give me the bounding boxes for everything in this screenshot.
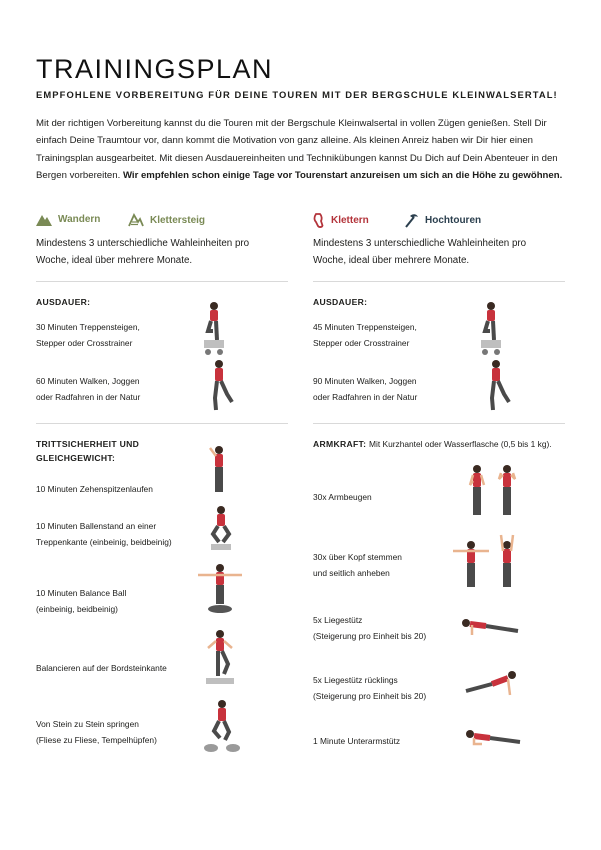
- mountain-icon: [36, 213, 52, 226]
- exercise-item: [313, 612, 426, 644]
- exercise-line: und seitlich anheben: [313, 568, 390, 578]
- exercise-line: Stepper oder Crosstrainer: [313, 338, 410, 348]
- exercise-line: Stepper oder Crosstrainer: [36, 338, 133, 348]
- exercise-line: 10 Minuten Ballenstand an einer: [36, 521, 157, 531]
- exercise-line: 90 Minuten Walken, Joggen: [313, 376, 417, 386]
- category-label: Klettern: [331, 215, 369, 226]
- via-ferrata-icon: [128, 213, 144, 227]
- push-up-figure-icon: [460, 617, 522, 637]
- exercise-line: 5x Liegestütz: [313, 615, 363, 625]
- plank-figure-icon: [462, 728, 524, 748]
- stepper-figure-icon: [475, 300, 505, 358]
- exercise-item: [36, 518, 172, 550]
- overhead-press-figures-icon: [451, 533, 523, 589]
- category-hochtouren: [404, 213, 481, 228]
- armkraft-note: Mit Kurzhantel oder Wasserflasche (0,5 bis 1 kg).: [369, 439, 552, 449]
- exercise-line: 45 Minuten Treppensteigen,: [313, 322, 417, 332]
- exercise-item: [36, 373, 140, 405]
- exercise-line: (Steigerung pro Einheit bis 20): [313, 691, 427, 701]
- divider: [36, 423, 288, 424]
- exercise-item: [36, 716, 157, 748]
- bicep-curl-figures-icon: [463, 463, 521, 519]
- stone-jump-figure-icon: [202, 698, 242, 754]
- exercise-item: [313, 672, 426, 704]
- requirement-line: Woche, ideal über mehrere Monate.: [36, 255, 193, 266]
- exercise-item: [313, 549, 402, 581]
- armkraft-heading: ARMKRAFT:: [313, 439, 367, 449]
- category-wandern: [36, 213, 100, 226]
- ice-axe-icon: [404, 213, 419, 228]
- exercise-item: [313, 733, 400, 749]
- requirement-line: Mindestens 3 unterschiedliche Wahleinheiten pro: [313, 238, 527, 249]
- exercise-item: [36, 585, 126, 617]
- category-klettersteig: [128, 213, 205, 227]
- exercise-item: [36, 319, 140, 351]
- exercise-line: Balancieren auf der Bordsteinkante: [36, 663, 167, 673]
- exercise-item: [313, 489, 372, 505]
- divider: [313, 423, 565, 424]
- category-label: Hochtouren: [425, 215, 482, 226]
- right-requirement: [313, 235, 526, 269]
- exercise-line: 10 Minuten Zehenspitzenlaufen: [36, 484, 153, 494]
- reverse-push-up-figure-icon: [462, 669, 524, 699]
- heading-line: TRITTSICHERHEIT UND: [36, 439, 140, 449]
- requirement-line: Mindestens 3 unterschiedliche Wahleinheiten pro: [36, 238, 250, 249]
- left-requirement: [36, 235, 249, 269]
- category-label: Klettersteig: [150, 214, 206, 226]
- balance-heading: [36, 437, 139, 465]
- requirement-line: Woche, ideal über mehrere Monate.: [313, 255, 470, 266]
- armkraft-heading-row: [313, 437, 552, 451]
- exercise-line: Von Stein zu Stein springen: [36, 719, 139, 729]
- right-ausdauer-heading: AUSDAUER:: [313, 297, 368, 307]
- exercise-line: 30x Armbeugen: [313, 492, 372, 502]
- exercise-item: [36, 660, 167, 676]
- jogging-figure-icon: [482, 358, 512, 413]
- exercise-item: [313, 319, 417, 351]
- category-label: Wandern: [58, 214, 101, 225]
- stepper-figure-icon: [198, 300, 228, 358]
- exercise-line: (Steigerung pro Einheit bis 20): [313, 631, 427, 641]
- divider: [36, 281, 288, 282]
- exercise-line: 60 Minuten Walken, Joggen: [36, 376, 140, 386]
- page-subtitle: EMPFOHLENE VORBEREITUNG FÜR DEINE TOUREN MIT DER BERGSCHULE KLEINWALSERTAL!: [36, 89, 558, 100]
- curb-balance-figure-icon: [202, 628, 238, 686]
- divider: [313, 281, 565, 282]
- exercise-line: 30x über Kopf stemmen: [313, 552, 402, 562]
- exercise-item: [313, 373, 417, 405]
- page-title: TRAININGSPLAN: [36, 54, 274, 84]
- balance-ball-figure-icon: [196, 562, 244, 616]
- intro-bold-text: Wir empfehlen schon einige Tage vor Tourenstart anzureisen um sich an die Höhe zu gewöhnen.: [122, 170, 563, 182]
- intro-text: Mit der richtigen Vorbereitung kannst du die Touren mit der Bergschule Kleinwalsertal in vollen Zügen genießen. Stell Dir einfach Deine Traumtour vor, dann kommt die Motivation von ganz alleine. Als kleinen Anreiz haben wir Dir hier einen Trainingsplan ausgearbeitet. Mit diesen Ausdauereinheiten und Technikübungen kannst Du Dich auf Dein Abenteuer in den Bergen vorbereiten.: [36, 118, 558, 182]
- heading-line: GLEICHGEWICHT:: [36, 453, 116, 463]
- climbing-icon: [313, 213, 325, 228]
- tiptoe-figure-icon: [204, 444, 232, 496]
- ball-of-foot-figure-icon: [205, 504, 237, 552]
- exercise-item: [36, 481, 153, 497]
- category-klettern: [313, 213, 369, 228]
- left-ausdauer-heading: AUSDAUER:: [36, 297, 91, 307]
- exercise-line: 1 Minute Unterarmstütz: [313, 736, 401, 746]
- exercise-line: 10 Minuten Balance Ball: [36, 588, 127, 598]
- exercise-line: oder Radfahren in der Natur: [313, 392, 418, 402]
- exercise-line: 30 Minuten Treppensteigen,: [36, 322, 140, 332]
- exercise-line: (Fliese zu Fliese, Tempelhüpfen): [36, 735, 157, 745]
- intro-paragraph: [36, 115, 568, 185]
- exercise-line: (einbeinig, beidbeinig): [36, 604, 118, 614]
- exercise-line: oder Radfahren in der Natur: [36, 392, 141, 402]
- jogging-figure-icon: [205, 358, 235, 413]
- exercise-line: Treppenkante (einbeinig, beidbeinig): [36, 537, 172, 547]
- exercise-line: 5x Liegestütz rücklings: [313, 675, 398, 685]
